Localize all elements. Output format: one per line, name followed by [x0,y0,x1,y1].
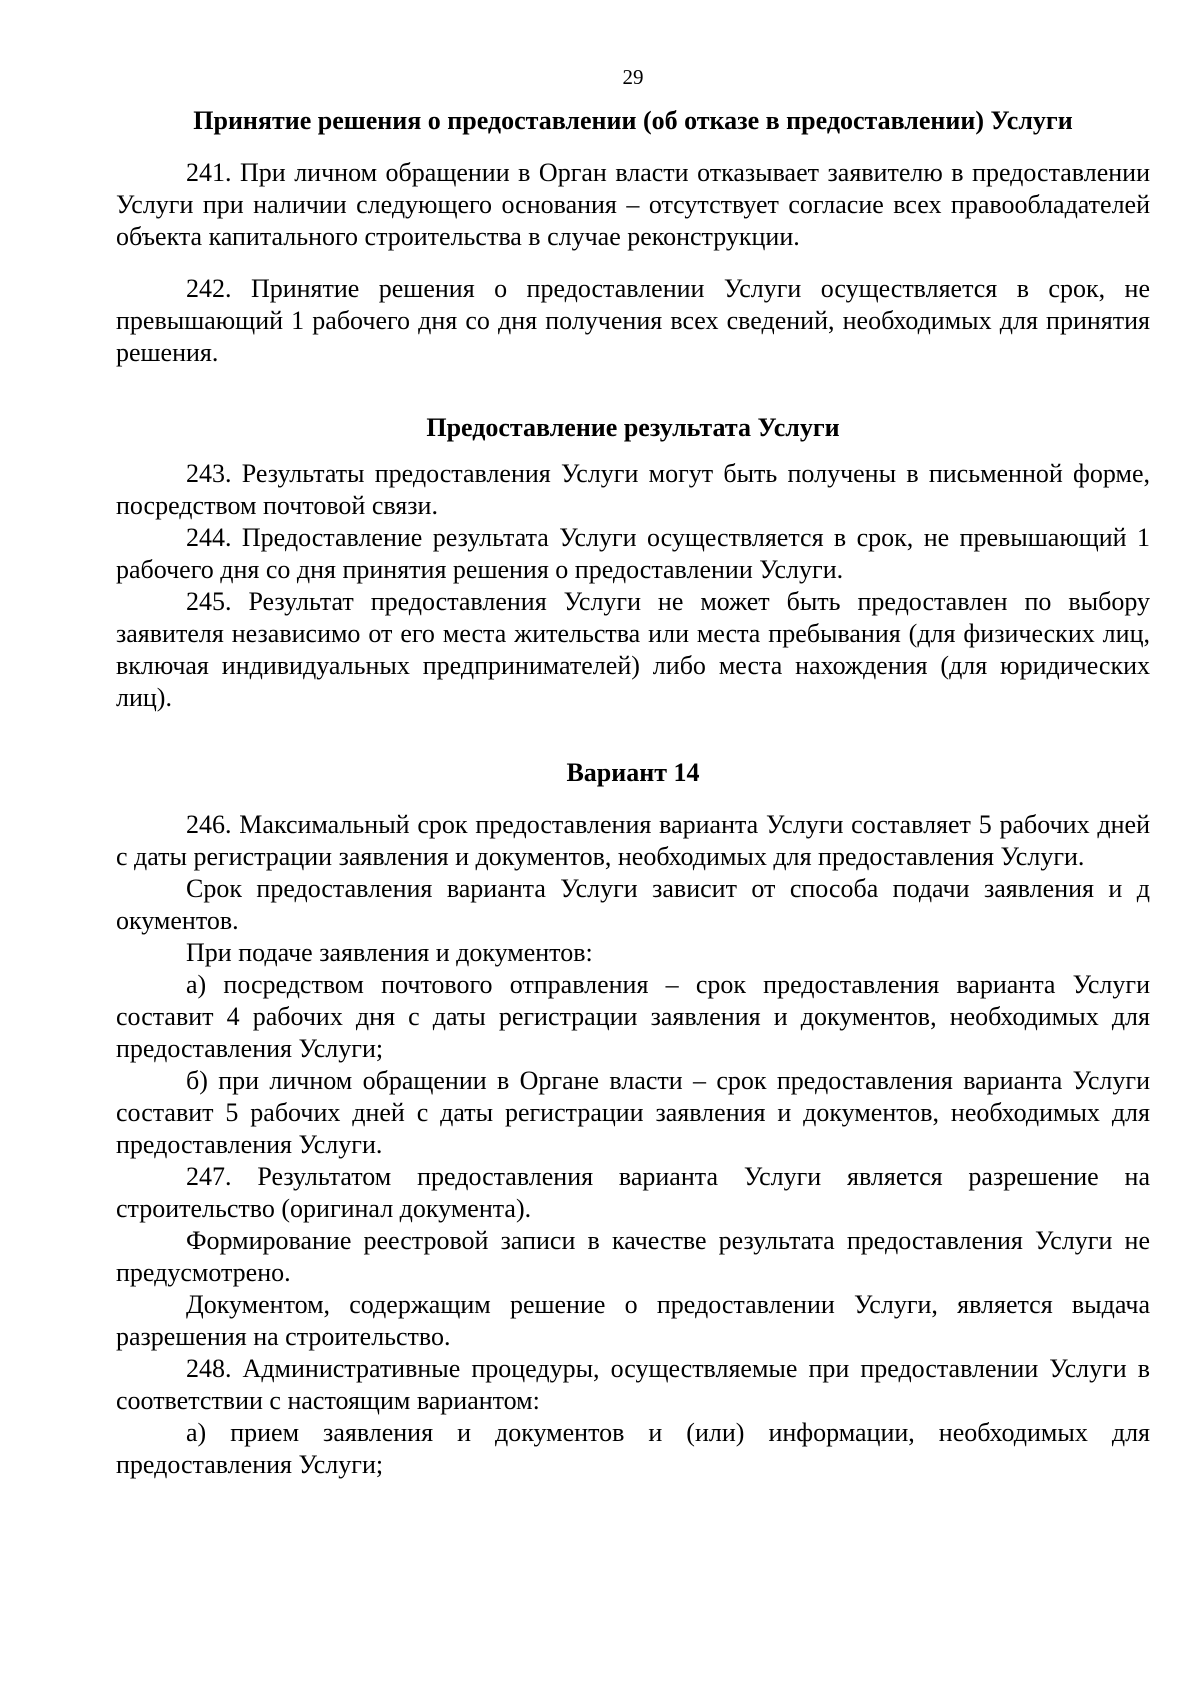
paragraph-247: 247. Результатом предоставления варианта Услуги является разрешение на строительство (оригинал документа). [116,1162,1150,1223]
paragraph-242: 242. Принятие решения о предоставлении Услуги осуществляется в срок, не превышающий 1 рабочего дня со дня получения всех сведений, необходимых для принятия решения. [116,274,1150,367]
paragraph-244: 244. Предоставление результата Услуги осуществляется в срок, не превышающий 1 рабочего дня со дня принятия решения о предоставлении Услуги. [116,523,1150,584]
paragraph-241: 241. При личном обращении в Орган власти отказывает заявителю в предоставлении Услуги при наличии следующего основания – отсутствует согласие всех правообладателей объекта капитального строительства в случае реконструкции. [116,158,1150,251]
heading-variant-14: Вариант 14 [566,758,700,787]
paragraph-248: 248. Административные процедуры, осуществляемые при предоставлении Услуги в соответствии с настоящим вариантом: [116,1354,1150,1415]
paragraph-246: 246. Максимальный срок предоставления варианта Услуги составляет 5 рабочих дней с даты регистрации заявления и документов, необходимых для предоставления Услуги. [116,810,1150,871]
paragraph-247-document: Документом, содержащим решение о предоставлении Услуги, является выдача разрешения на строительство. [116,1290,1150,1351]
paragraph-245: 245. Результат предоставления Услуги не может быть предоставлен по выбору заявителя независимо от его места жительства или места пребывания (для физических лиц, включая индивидуальных предпринимателей) либо места нахождения (для юридических лиц). [116,587,1150,712]
paragraph-247-registry: Формирование реестровой записи в качестве результата предоставления Услуги не предусмотрено. [116,1226,1150,1287]
paragraph-246-when: При подаче заявления и документов: [186,938,593,967]
paragraph-246-b: б) при личном обращении в Органе власти – срок предоставления варианта Услуги составит 5 рабочих дней с даты регистрации заявления и документов, необходимых для предоставления Услуги. [116,1066,1150,1159]
paragraph-243: 243. Результаты предоставления Услуги могут быть получены в письменной форме, посредством почтовой связи. [116,459,1150,520]
paragraph-246-a: а) посредством почтового отправления – срок предоставления варианта Услуги составит 4 рабочих дня с даты регистрации заявления и документов, необходимых для предоставления Услуги; [116,970,1150,1063]
page-number: 29 [622,65,644,89]
paragraph-248-a: а) прием заявления и документов и (или) информации, необходимых для предоставления Услуги; [116,1418,1150,1479]
heading-result: Предоставление результата Услуги [426,413,840,442]
heading-decision: Принятие решения о предоставлении (об отказе в предоставлении) Услуги [193,106,1073,135]
document-page [116,64,1150,1481]
paragraph-246-term: Срок предоставления варианта Услуги зависит от способа подачи заявления и д окументов. [116,874,1150,935]
